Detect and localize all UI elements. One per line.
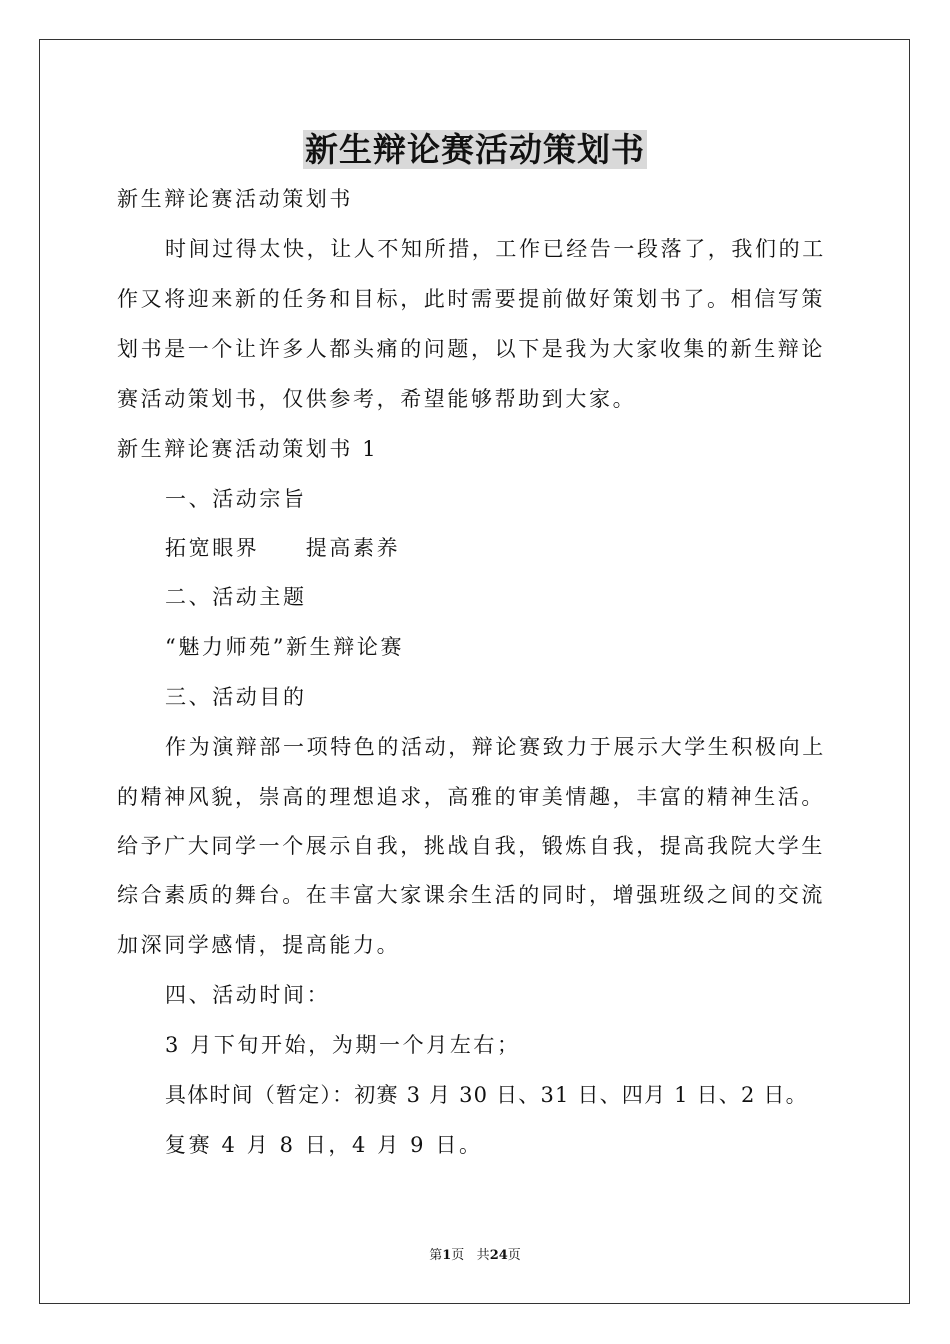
page-frame [39, 39, 910, 1304]
paragraph-line: 作又将迎来新的任务和目标，此时需要提前做好策划书了。相信写策 [117, 287, 825, 311]
paragraph-line: “魅力师苑”新生辩论赛 [165, 635, 405, 659]
page-suffix: 页 [451, 1248, 465, 1263]
subsection-heading: 二、活动主题 [165, 585, 307, 609]
paragraph-line: 作为演辩部一项特色的活动，辩论赛致力于展示大学生积极向上 [165, 735, 826, 759]
paragraph-line: 给予广大同学一个展示自我，挑战自我，锻炼自我，提高我院大学生 [117, 834, 825, 858]
page-prefix: 第 [429, 1248, 443, 1263]
section-heading: 新生辩论赛活动策划书 1 [117, 437, 379, 461]
paragraph-line: 拓宽眼界 提高素养 [165, 536, 401, 560]
page-number: 1 [442, 1248, 452, 1263]
total-prefix: 共 [476, 1248, 490, 1263]
paragraph-line: 具体时间（暂定）：初赛 3 月 30 日、31 日、四月 1 日、2 日。 [165, 1083, 808, 1107]
paragraph-line: 时间过得太快，让人不知所措，工作已经告一段落了，我们的工 [165, 237, 826, 261]
subsection-heading: 一、活动宗旨 [165, 487, 307, 511]
subtitle-line: 新生辩论赛活动策划书 [117, 187, 353, 211]
paragraph-line: 复赛 4 月 8 日，4 月 9 日。 [165, 1133, 483, 1157]
document-title: 新生辩论赛活动策划书 [305, 130, 645, 169]
subsection-heading: 三、活动目的 [165, 685, 307, 709]
paragraph-line: 综合素质的舞台。在丰富大家课余生活的同时，增强班级之间的交流 [117, 883, 825, 907]
paragraph-line: 加深同学感情，提高能力。 [117, 933, 401, 957]
paragraph-line: 3 月下旬开始，为期一个月左右； [165, 1033, 521, 1057]
subsection-heading: 四、活动时间： [165, 983, 331, 1007]
paragraph-line: 的精神风貌，崇高的理想追求，高雅的审美情趣，丰富的精神生活。 [117, 785, 825, 809]
paragraph-line: 赛活动策划书，仅供参考，希望能够帮助到大家。 [117, 387, 637, 411]
page-footer [0, 1247, 950, 1265]
paragraph-line: 划书是一个让许多人都头痛的问题，以下是我为大家收集的新生辩论 [117, 337, 825, 361]
total-suffix: 页 [507, 1248, 521, 1263]
total-pages: 24 [489, 1248, 508, 1263]
